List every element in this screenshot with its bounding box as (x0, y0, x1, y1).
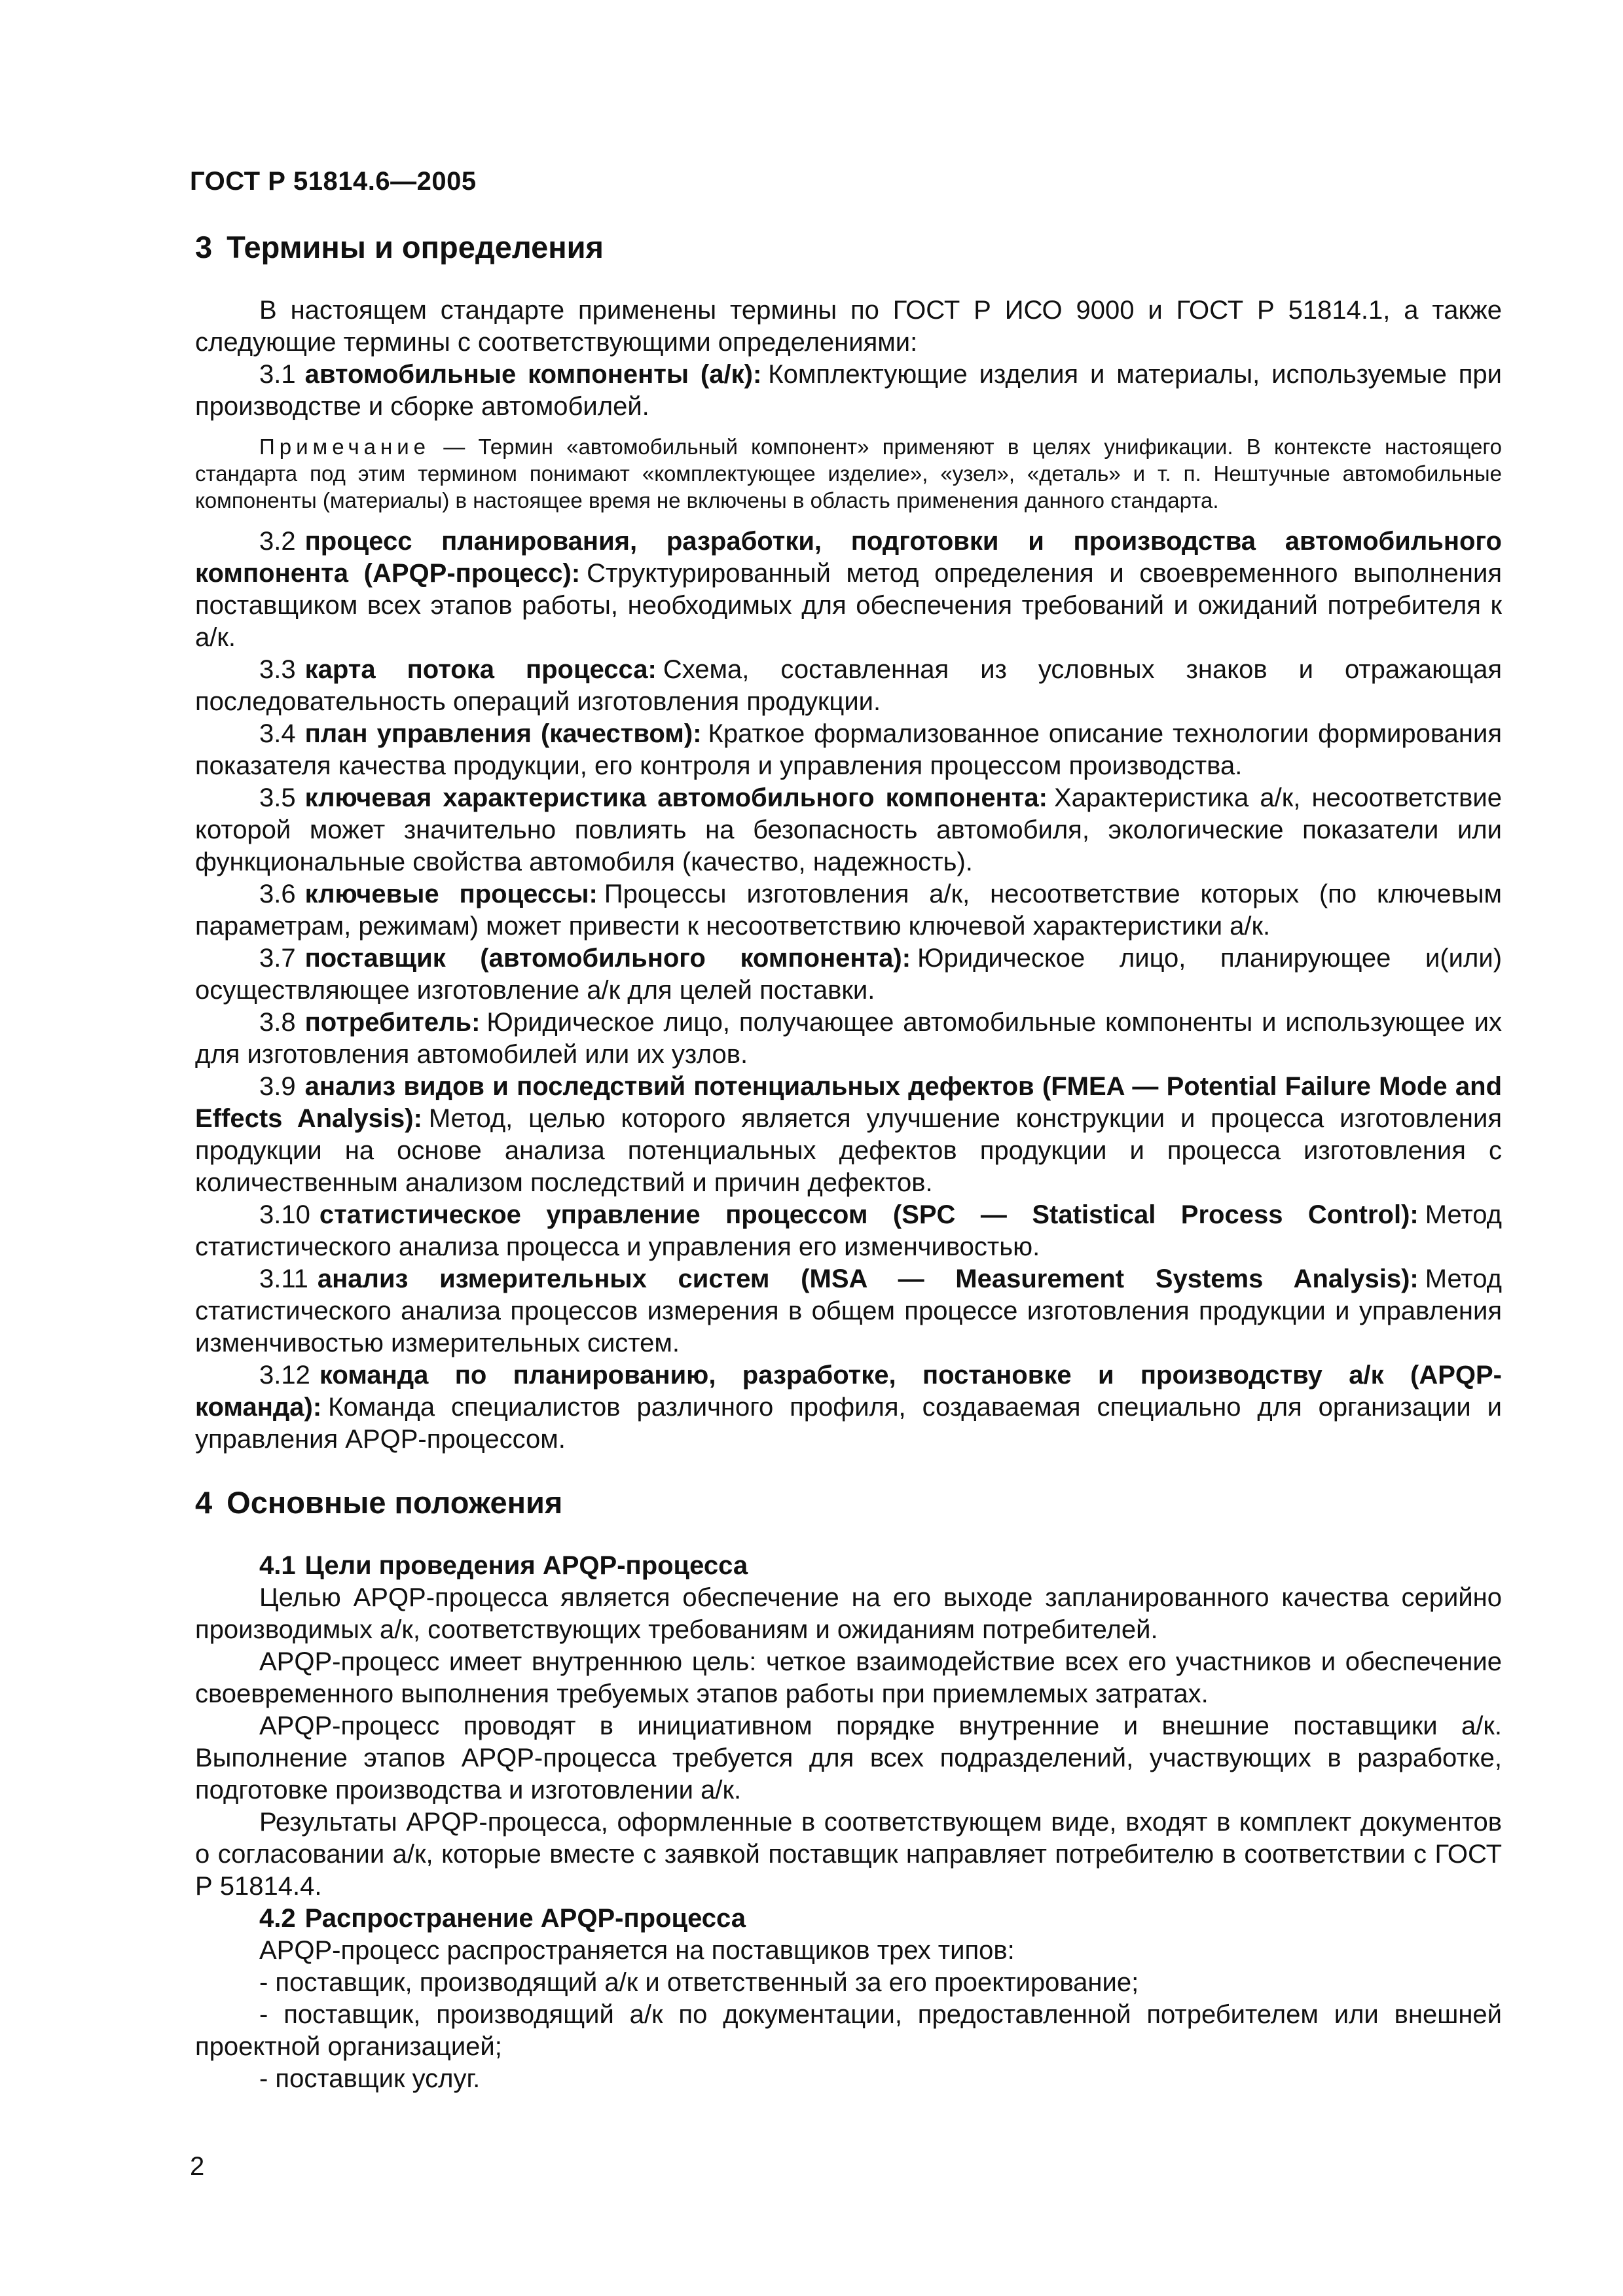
term-number: 3.11 (259, 1265, 308, 1293)
term-definition: Метод статистического анализа процессов измерения в общем процессе изготовления продукции и управления изменчивостью измерительных систем. (195, 1265, 1502, 1357)
term-3-12 (195, 1359, 1502, 1456)
section-title: Термины и определения (227, 230, 604, 264)
term-name: статистическое управление процессом (SPC — Statistical Process Control): (319, 1200, 1419, 1229)
term-3-5 (195, 782, 1502, 878)
term-name: поставщик (автомобильного компонента): (304, 944, 911, 973)
term-3-2 (195, 526, 1502, 654)
term-number: 3.7 (259, 944, 296, 973)
term-3-1 (195, 359, 1502, 423)
term-number: 3.10 (259, 1200, 310, 1229)
section-title: Основные положения (227, 1485, 563, 1520)
paragraph: APQP-процесс имеет внутреннюю цель: четкое взаимодействие всех его участников и обеспечение своевременного выполнения требуемых этапов работы при приемлемых затратах. (195, 1647, 1502, 1708)
term-3-9 (195, 1071, 1502, 1199)
term-number: 3.3 (259, 655, 296, 684)
page-content (195, 229, 1502, 2095)
term-number: 3.12 (259, 1361, 310, 1390)
term-name: анализ видов и последствий потенциальных дефектов (FMEA — Potential Failure Mode and Effects Analysis): (195, 1072, 1502, 1133)
term-3-6 (195, 878, 1502, 942)
term-3-4 (195, 718, 1502, 782)
term-number: 3.8 (259, 1008, 296, 1037)
term-3-11 (195, 1263, 1502, 1359)
term-3-3 (195, 654, 1502, 718)
term-number: 3.1 (259, 360, 296, 389)
section-number: 4 (195, 1485, 213, 1520)
term-number: 3.9 (259, 1072, 296, 1101)
subsection-number: 4.2 (259, 1904, 296, 1933)
paragraph: Целью APQP-процесса является обеспечение на его выходе запланированного качества серийно производимых а/к, соответствующих требованиям и ожиданиям потребителей. (195, 1583, 1502, 1644)
term-number: 3.2 (259, 527, 296, 556)
term-name: ключевые процессы: (304, 880, 598, 908)
term-name: анализ измерительных систем (MSA — Measurement Systems Analysis): (317, 1265, 1419, 1293)
subsection-number: 4.1 (259, 1551, 296, 1580)
term-definition: Метод статистического анализа процесса и управления его изменчивостью. (195, 1200, 1502, 1261)
term-definition: Структурированный метод определения и своевременного выполнения поставщиком всех этапов работы, необходимых для обеспечения требований и ожиданий потребителя к а/к. (195, 559, 1502, 652)
subsection-4-1-heading (195, 1550, 1502, 1582)
term-name: потребитель: (304, 1008, 481, 1037)
term-definition: Команда специалистов различного профиля, создаваемая специально для организации и управления APQP-процессом. (195, 1393, 1502, 1454)
term-definition: Схема, составленная из условных знаков и отражающая последовательность операций изготовления продукции. (195, 655, 1502, 716)
note (195, 433, 1502, 514)
document-designation: ГОСТ Р 51814.6—2005 (190, 167, 477, 196)
term-definition: Метод, целью которого является улучшение конструкции и процесса изготовления продукции на основе анализа потенциальных дефектов продукции и процесса изготовления с количественным анализом последствий и причин дефектов. (195, 1104, 1502, 1197)
section-number: 3 (195, 230, 213, 264)
term-name: ключевая характеристика автомобильного компонента: (304, 783, 1048, 812)
subsection-4-2-heading (195, 1903, 1502, 1935)
term-3-10 (195, 1199, 1502, 1263)
note-text: — Термин «автомобильный компонент» применяют в целях унификации. В контексте настоящего стандарта под этим термином понимают «комплектующее изделие», «узел», «деталь» и т. п. Нештучные автомобильные компоненты (материалы) в настоящее время не включены в область применения данного стандарта. (195, 435, 1502, 512)
term-definition: Юридическое лицо, получающее автомобильные компоненты и использующее их для изготовления автомобилей или их узлов. (195, 1008, 1502, 1069)
term-3-7 (195, 942, 1502, 1007)
section-3-heading (195, 229, 1502, 266)
page-number: 2 (190, 2152, 205, 2181)
term-definition: Процессы изготовления а/к, несоответствие которых (по ключевым параметрам, режимам) может привести к несоответствию ключевой характеристики а/к. (195, 880, 1502, 941)
subsection-title: Цели проведения APQP-процесса (304, 1551, 748, 1580)
term-name: план управления (качеством): (304, 719, 702, 748)
list-item: - поставщик услуг. (259, 2064, 481, 2093)
subsection-title: Распространение APQP-процесса (304, 1904, 746, 1933)
term-definition: Юридическое лицо, планирующее и(или) осуществляющее изготовление а/к для целей поставки. (195, 944, 1503, 1005)
term-name: процесс планирования, разработки, подготовки и производства автомобильного компонента (APQP-процесс): (195, 527, 1502, 588)
paragraph: APQP-процесс проводят в инициативном порядке внутренние и внешние поставщики а/к. Выполнение этапов APQP-процесса требуется для всех подразделений, участвующих в разработке, подготовке производства и изготовлении а/к. (195, 1712, 1502, 1804)
paragraph: Результаты APQP-процесса, оформленные в соответствующем виде, входят в комплект документов о согласовании а/к, которые вместе с заявкой поставщик направляет потребителю в соответствии с ГОСТ Р 51814.4. (195, 1808, 1502, 1901)
term-definition: Комплектующие изделия и материалы, используемые при производстве и сборке автомобилей. (195, 360, 1502, 421)
term-name: автомобильные компоненты (а/к): (304, 360, 762, 389)
note-label: Примечание (259, 435, 431, 459)
term-definition: Характеристика а/к, несоответствие которой может значительно повлиять на безопасность автомобиля, экологические показатели или функциональные свойства автомобиля (качество, надежность). (195, 783, 1502, 876)
term-number: 3.5 (259, 783, 296, 812)
term-definition: Краткое формализованное описание технологии формирования показателя качества продукции, его контроля и управления процессом производства. (195, 719, 1502, 780)
term-number: 3.6 (259, 880, 296, 908)
list-item: - поставщик, производящий а/к и ответственный за его проектирование; (259, 1968, 1139, 1997)
section-3-intro: В настоящем стандарте применены термины по ГОСТ Р ИСО 9000 и ГОСТ Р 51814.1, а также следующие термины с соответствующими определениями: (195, 296, 1502, 357)
list-item: - поставщик, производящий а/к по документации, предоставленной потребителем или внешней проектной организацией; (195, 2000, 1502, 2061)
section-4-heading (195, 1484, 1502, 1521)
paragraph: APQP-процесс распространяется на поставщиков трех типов: (259, 1936, 1015, 1965)
term-3-8 (195, 1007, 1502, 1071)
term-name: карта потока процесса: (304, 655, 657, 684)
term-number: 3.4 (259, 719, 296, 748)
term-name: команда по планированию, разработке, постановке и производству а/к (APQP-команда): (195, 1361, 1502, 1422)
